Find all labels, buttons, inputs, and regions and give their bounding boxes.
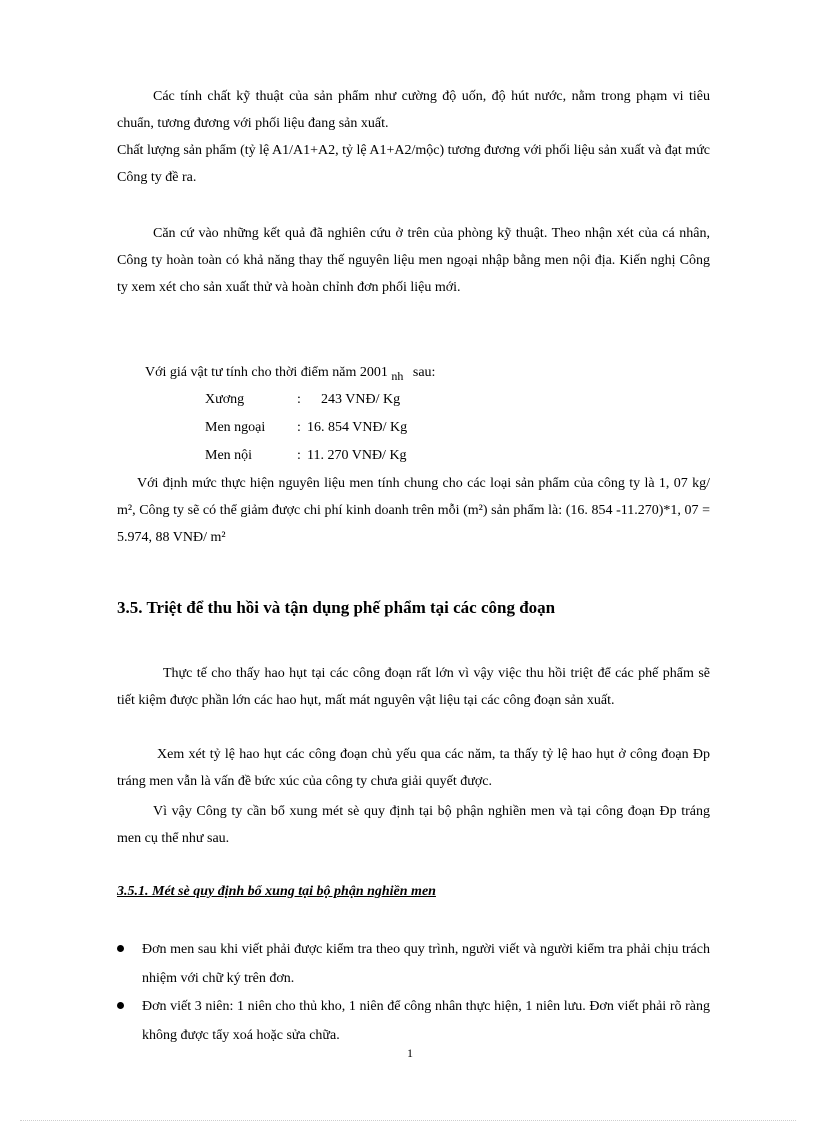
- list-item-text: Đơn viết 3 niên: 1 niên cho thủ kho, 1 niên để công nhân thực hiện, 1 niên lưu. Đơn viết phải rõ ràng không được tẩy xoá hoặc sửa chữa.: [142, 999, 710, 1043]
- price-label: Men ngoại: [205, 420, 266, 435]
- price-intro-line: [145, 362, 435, 383]
- price-value: 16. 854 VNĐ/ Kg: [307, 420, 408, 435]
- price-intro-sub: nh: [391, 369, 404, 383]
- paragraph-cost-saving: Với định mức thực hiện nguyên liệu men tính chung cho các loại sản phẩm của công ty là 1, 07 kg/ m², Công ty sẽ có thể giảm được chi phí kinh doanh trên mỗi (m²) sản phẩm là: (16. 854 -11.270)*1, 07 = 5.974, 88 VNĐ/ m²: [117, 476, 710, 545]
- price-row: [205, 418, 407, 438]
- list-item: [117, 992, 710, 1050]
- price-value: 243 VNĐ/ Kg: [321, 392, 401, 407]
- bullet-icon: [117, 945, 124, 952]
- price-label: Xương: [205, 392, 245, 407]
- price-intro-text: Với giá vật tư tính cho thời điểm năm 2001: [145, 365, 388, 380]
- paragraph-loss-rate: Xem xét tỷ lệ hao hụt các công đoạn chủ yếu qua các năm, ta thấy tỷ lệ hao hụt ở công đoạn Đp tráng men vẫn là vấn đề bức xúc của công ty chưa giải quyết được.: [117, 747, 710, 789]
- page-number: 1: [407, 1046, 413, 1060]
- bullet-icon: [117, 1002, 124, 1009]
- paragraph-regulations: Vì vậy Công ty cần bổ xung mét sè quy định tại bộ phận nghiền men và tại công đoạn Đp tráng men cụ thể như sau.: [117, 804, 710, 846]
- section-heading: 3.5. Triệt để thu hồi và tận dụng phế phẩm tại các công đoạn: [117, 598, 556, 617]
- price-value: 11. 270 VNĐ/ Kg: [307, 448, 407, 463]
- paragraph-product-quality: Chất lượng sản phẩm (tỷ lệ A1/A1+A2, tỷ lệ A1+A2/mộc) tương đương với phối liệu sản xuất và đạt mức Công ty đề ra.: [117, 143, 710, 185]
- list-item: [117, 935, 710, 993]
- price-sep: :: [297, 392, 301, 407]
- price-sep: :: [297, 448, 301, 463]
- price-intro-tail: sau:: [412, 365, 436, 380]
- price-row: [205, 446, 407, 466]
- page-bottom-divider: [20, 1120, 796, 1121]
- price-label: Men nội: [205, 448, 253, 463]
- list-item-text: Đơn men sau khi viết phải được kiểm tra theo quy trình, người viết và người kiểm tra phải chịu trách nhiệm với chữ ký trên đơn.: [142, 942, 710, 986]
- subsection-heading: 3.5.1. Mét sè quy định bổ xung tại bộ phận nghiền men: [117, 884, 436, 899]
- paragraph-technical-properties: Các tính chất kỹ thuật của sản phẩm như cường độ uốn, độ hút nước, nằm trong phạm vi tiêu chuẩn, tương đương với phối liệu đang sản xuất.: [117, 89, 710, 131]
- paragraph-recovery: Thực tế cho thấy hao hụt tại các công đoạn rất lớn vì vậy việc thu hồi triệt để các phế phẩm sẽ tiết kiệm được phần lớn các hao hụt, mất mát nguyên vật liệu tại các công đoạn sản xuất.: [117, 666, 710, 708]
- paragraph-recommendation: Căn cứ vào những kết quả đã nghiên cứu ở trên của phòng kỹ thuật. Theo nhận xét của cá nhân, Công ty hoàn toàn có khả năng thay thế nguyên liệu men ngoại nhập bằng men nội địa. Kiến nghị Công ty xem xét cho sản xuất thử và hoàn chỉnh đơn phối liệu mới.: [117, 226, 710, 295]
- price-sep: :: [297, 420, 301, 435]
- price-row: [205, 390, 400, 410]
